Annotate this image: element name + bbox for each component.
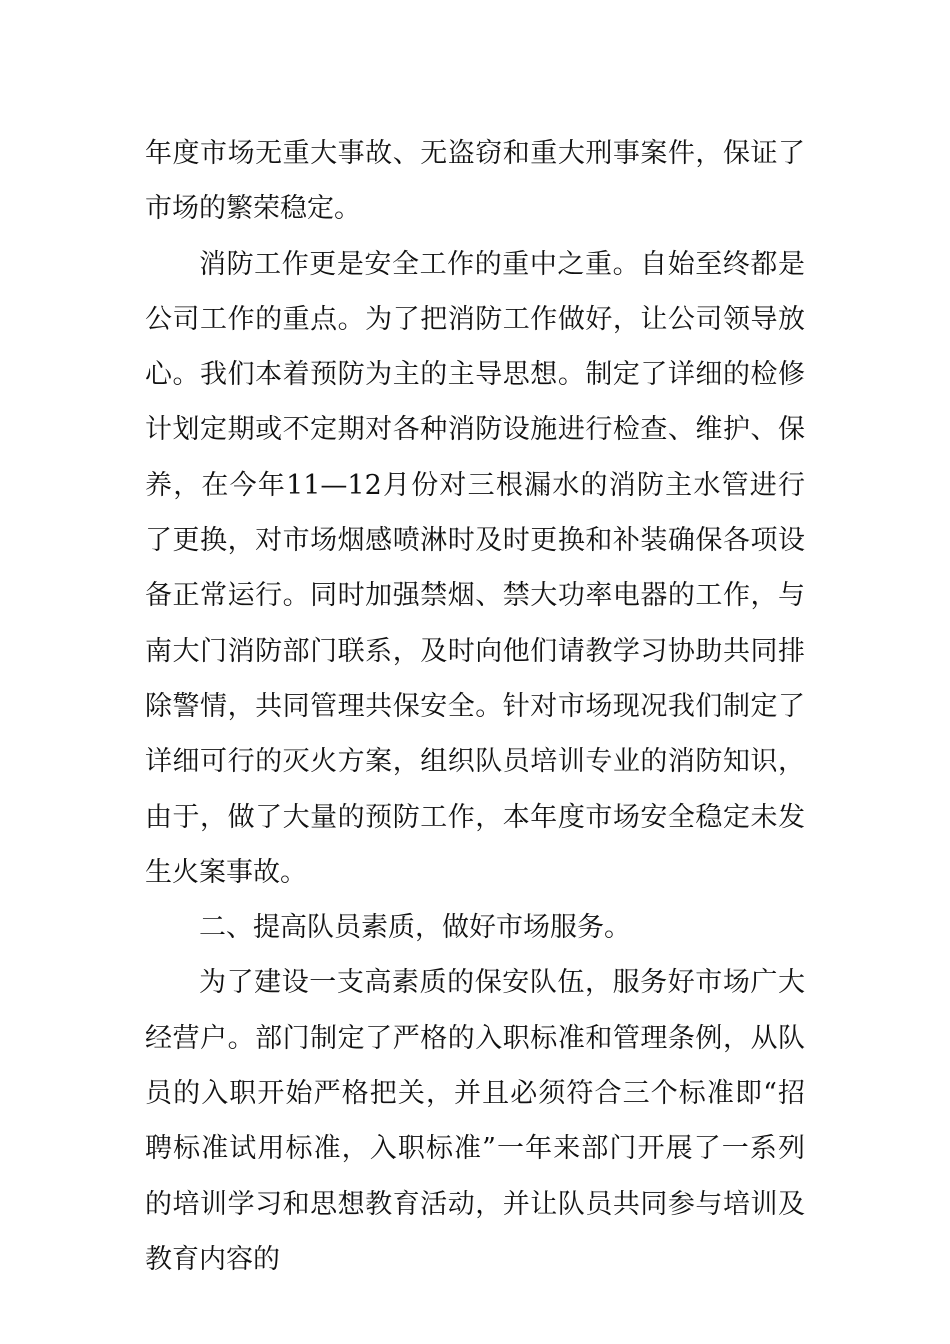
paragraph-fire-safety: 消防工作更是安全工作的重中之重。自始至终都是公司工作的重点。为了把消防工作做好，让公司领导放心。我们本着预防为主的主导思想。制定了详细的检修计划定期或不定期对各种消防设施进行检查、维护、保养，在今年11—12月份对三根漏水的消防主水管进行了更换，对市场烟感喷淋时及时更换和补装确保各项设备正常运行。同时加强禁烟、禁大功率电器的工作，与南大门消防部门联系，及时向他们请教学习协助共同排除警情，共同管理共保安全。针对市场现况我们制定了详细可行的灭火方案，组织队员培训专业的消防知识，由于，做了大量的预防工作，本年度市场安全稳定未发生火案事故。 xyxy=(145,248,805,888)
paragraph-continuation: 年度市场无重大事故、无盗窃和重大刑事案件，保证了市场的繁荣稳定。 xyxy=(145,138,805,225)
document-body xyxy=(145,126,805,1287)
section-heading-improve-quality: 二、提高队员素质，做好市场服务。 xyxy=(199,912,631,944)
paragraph-security-team: 为了建设一支高素质的保安队伍，服务好市场广大经营户。部门制定了严格的入职标准和管理条例，从队员的入职开始严格把关，并且必须符合三个标准即“招聘标准试用标准，入职标准”一年来部门开展了一系列的培训学习和思想教育活动，并让队员共同参与培训及教育内容的 xyxy=(145,967,805,1275)
